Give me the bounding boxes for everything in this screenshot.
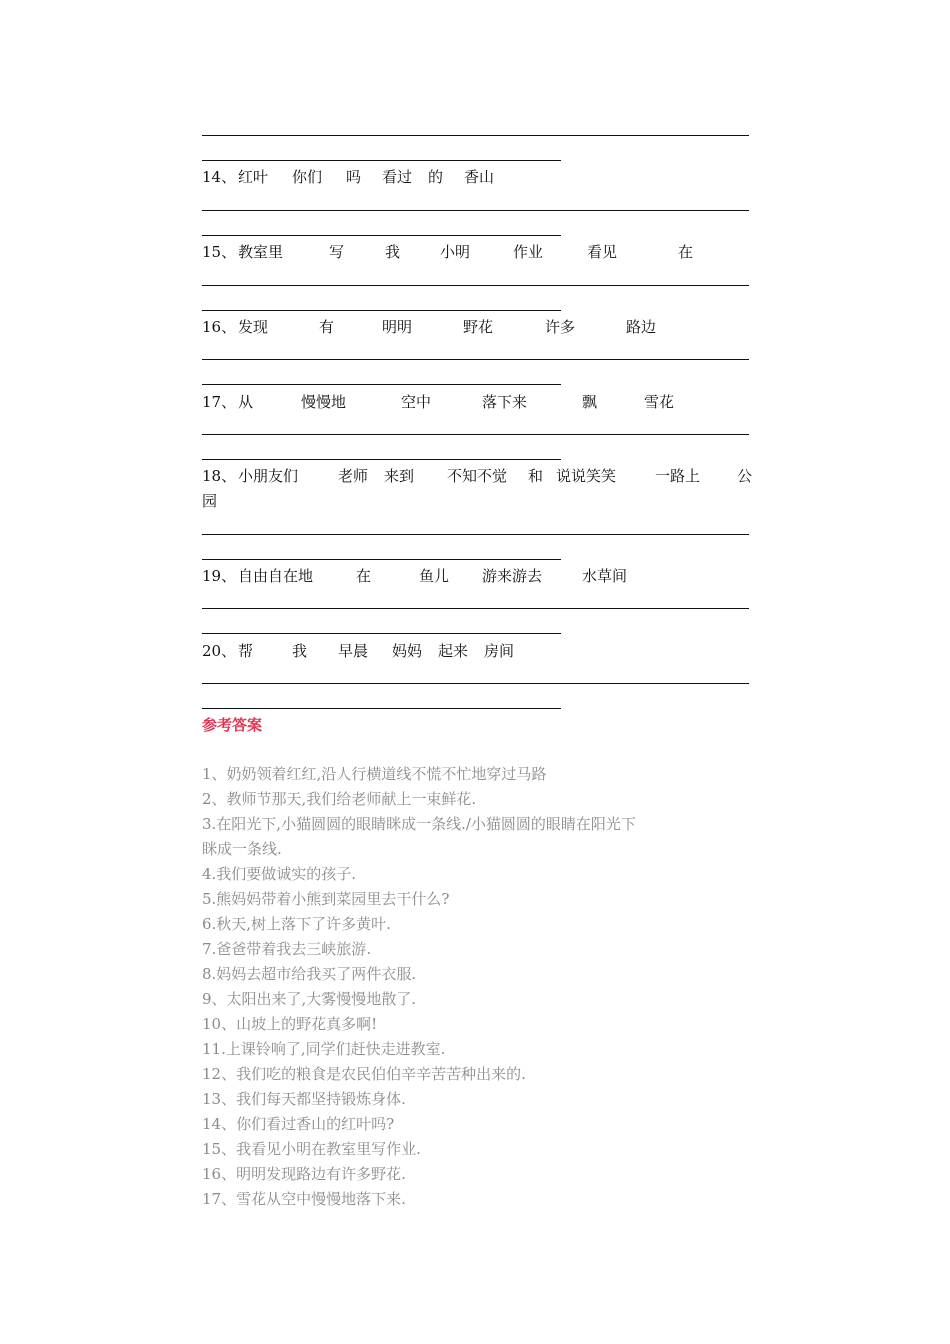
word-card: 看过 [382,168,413,186]
answer-line [202,210,749,211]
answer-line [202,285,749,286]
answer-line [202,434,749,435]
word-card: 在 [678,243,694,261]
question-number: 20、 [202,642,237,660]
answer-line [202,459,561,460]
answers-heading: 参考答案 [202,716,263,734]
answer-item: 14、你们看过香山的红叶吗? [202,1115,395,1133]
word-card: 空中 [401,393,432,411]
answer-line [202,608,749,609]
word-card: 香山 [464,168,495,186]
word-card: 来到 [384,467,415,485]
word-card: 吗 [346,168,362,186]
answer-item: 5.熊妈妈带着小熊到菜园里去干什么? [202,890,450,908]
question-number: 18、 [202,467,237,485]
answer-item: 眯成一条线. [202,840,282,858]
word-card: 小明 [440,243,471,261]
word-card: 我 [385,243,401,261]
word-card: 说说笑笑 [556,467,617,485]
word-card: 小朋友们 [238,467,299,485]
answer-line [202,708,561,709]
word-card: 从 [238,393,254,411]
answer-item: 13、我们每天都坚持锻炼身体. [202,1090,406,1108]
answer-line [202,135,749,136]
word-card: 发现 [238,318,269,336]
answers-list [202,762,742,1212]
word-card: 我 [292,642,308,660]
answer-line [202,683,749,684]
answer-item: 15、我看见小明在教室里写作业. [202,1140,421,1158]
answer-item: 12、我们吃的粮食是农民伯伯辛辛苦苦种出来的. [202,1065,526,1083]
word-card: 在 [356,567,372,585]
answer-item: 2、教师节那天,我们给老师献上一束鲜花. [202,790,477,808]
answer-line [202,384,561,385]
answer-line [202,534,749,535]
answer-item: 17、雪花从空中慢慢地落下来. [202,1190,406,1208]
word-card: 一路上 [655,467,701,485]
answer-line [202,235,561,236]
word-card: 和 [528,467,544,485]
word-card: 落下来 [482,393,528,411]
word-card: 有 [319,318,335,336]
answer-line [202,359,749,360]
answer-item: 10、山坡上的野花真多啊! [202,1015,378,1033]
word-card: 妈妈 [392,642,423,660]
word-card: 的 [428,168,444,186]
question-number: 17、 [202,393,237,411]
answer-line [202,633,561,634]
answer-line [202,160,561,161]
word-card: 公 [737,467,753,485]
answer-item: 9、太阳出来了,大雾慢慢地散了. [202,990,417,1008]
answer-item: 16、明明发现路边有许多野花. [202,1165,406,1183]
answer-line [202,310,561,311]
word-card: 许多 [545,318,576,336]
word-card: 鱼儿 [419,567,450,585]
word-card: 老师 [338,467,369,485]
answer-item: 1、奶奶领着红红,沿人行横道线不慌不忙地穿过马路 [202,765,547,783]
word-card: 不知不觉 [447,467,508,485]
word-card: 雪花 [644,393,675,411]
question-number: 16、 [202,318,237,336]
word-card: 野花 [463,318,494,336]
answer-item: 8.妈妈去超市给我买了两件衣服. [202,965,417,983]
answer-item: 3.在阳光下,小猫圆圆的眼睛眯成一条线./小猫圆圆的眼睛在阳光下 [202,815,636,833]
word-card: 慢慢地 [301,393,347,411]
answer-item: 11.上课铃响了,同学们赶快走进教室. [202,1040,446,1058]
word-card: 看见 [587,243,618,261]
question-number: 15、 [202,243,237,261]
word-card: 水草间 [582,567,628,585]
word-card: 你们 [292,168,323,186]
word-card: 明明 [382,318,413,336]
word-card: 游来游去 [482,567,543,585]
word-card: 早晨 [338,642,369,660]
question-number: 19、 [202,567,237,585]
word-card: 房间 [484,642,515,660]
answer-line [202,559,561,560]
question-number: 14、 [202,168,237,186]
word-card: 起来 [438,642,469,660]
word-card: 教室里 [238,243,284,261]
word-card: 帮 [238,642,254,660]
word-card: 自由自在地 [238,567,314,585]
word-card-continued: 园 [202,492,218,510]
word-card: 红叶 [238,168,269,186]
answer-item: 4.我们要做诚实的孩子. [202,865,357,883]
answer-item: 6.秋天,树上落下了许多黄叶. [202,915,391,933]
word-card: 飘 [582,393,598,411]
word-card: 作业 [513,243,544,261]
word-card: 写 [329,243,345,261]
question-18 [202,464,762,514]
word-card: 路边 [626,318,657,336]
answer-item: 7.爸爸带着我去三峡旅游. [202,940,372,958]
